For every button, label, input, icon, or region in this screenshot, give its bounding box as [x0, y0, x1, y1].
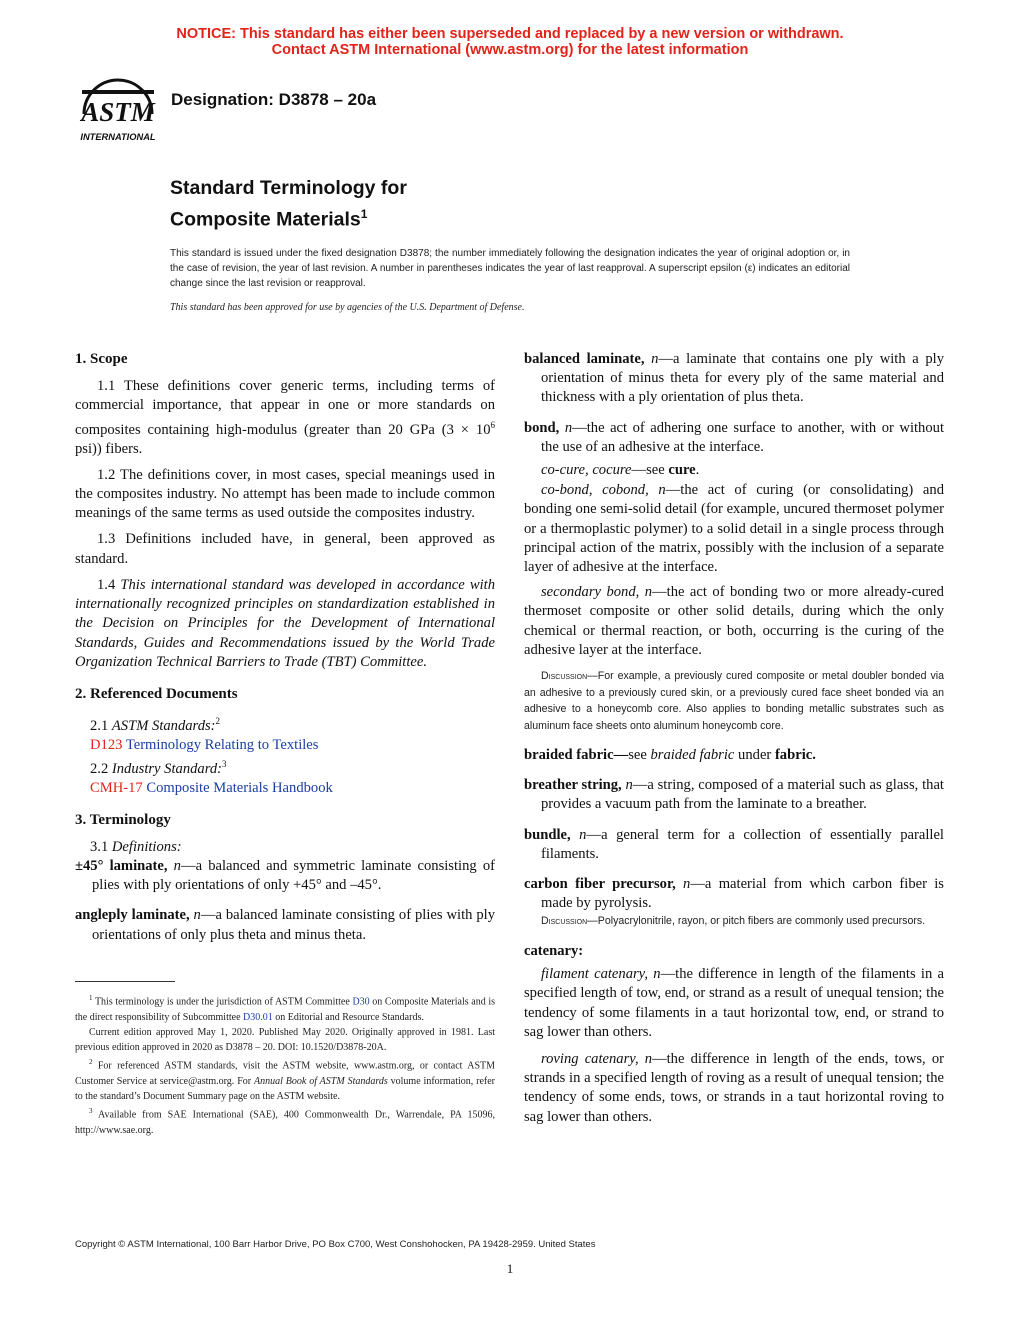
- title-footnote-ref: 1: [360, 207, 368, 221]
- designation: Designation: D3878 – 20a: [171, 90, 377, 109]
- issued-note: This standard is issued under the fixed designation D3878; the number immediately following the designation indicates the year of original adoption or, in the case of revision, the year of last revision. A number in parentheses indicates the year of last reapproval. A superscript epsilon (ε) indicates an editorial change since the last revision or reapproval.: [170, 248, 850, 289]
- term-co-cure: co-cure, cocure—see cure.: [541, 462, 700, 479]
- withdrawal-notice: [0, 27, 1020, 58]
- section-terminology-heading: 3. Terminology: [75, 811, 171, 828]
- term-carbon-fiber-precursor: carbon fiber precursor, n—a material from which carbon fiber is made by pyrolysis.: [524, 876, 944, 912]
- title-line-1: Standard Terminology for: [170, 177, 407, 199]
- notice-line-2: Contact ASTM International (www.astm.org) for the latest information: [271, 41, 749, 58]
- title-line-2: Composite Materials$^1$: [170, 207, 368, 231]
- scope-1-4: 1.4 This international standard was developed in accordance with internationally recognized principles on standardization established in the Decision on Principles for the Development of International Standards, Guides and Recommendations issued by the World Trade Organization Technical Barriers to Trade (TBT) Committee.: [75, 576, 496, 670]
- term-breather-string: breather string, n—a string, composed of a material such as glass, that provides a vacuum path from the laminate to a breather.: [524, 777, 944, 813]
- logo-subtext: INTERNATIONAL: [80, 132, 156, 142]
- refdocs-2-1: 2.1 ASTM Standards:$^2$: [90, 716, 221, 734]
- astm-logo: [74, 74, 162, 144]
- ref-link-cmh17[interactable]: CMH-17 Composite Materials Handbook: [90, 780, 333, 797]
- term-balanced-laminate: balanced laminate, n—a laminate that contains one ply with a ply orientation of minus theta for every ply of the same material and thickness with a ply orientation of plus theta.: [524, 351, 945, 406]
- footnote-2: $^2$ For referenced ASTM standards, visit the ASTM website, www.astm.org, or contact ASTM Customer Service at service@astm.org. For Annual Book of ASTM Standards volume information, refer to the standard’s Document Summary page on the ASTM website.: [75, 1058, 495, 1102]
- discussion-secondary-bond: Discussion—For example, a previously cured composite or metal doubler bonded via an adhesive to a previously cured skin, or a previously cured face sheet bonded via an adhesive to a honeycomb core. Also applies to bonding metallic substrates such as aluminum face sheets onto aluminum honeycomb core.: [524, 670, 944, 732]
- page-number: 1: [506, 1261, 514, 1276]
- term-45-laminate: ±45° laminate, n—a balanced and symmetric laminate consisting of plies with ply orientations of only +45° and –45°.: [75, 858, 495, 894]
- copyright-line: Copyright © ASTM International, 100 Barr Harbor Drive, PO Box C700, West Conshohocken, PA 19428-2959. United States: [75, 1239, 596, 1250]
- notice-line-1: NOTICE: This standard has either been superseded and replaced by a new version or withdrawn.: [176, 26, 844, 42]
- right-column: [524, 350, 944, 1133]
- terminology-3-1: 3.1 Definitions:: [90, 838, 182, 855]
- term-bond: bond, n—the act of adhering one surface to another, with or without the use of an adhesive at the interface.: [524, 419, 945, 455]
- term-co-bond: co-bond, cobond, n—the act of curing (or consolidating) and bonding one semi-solid detail (for example, uncured thermoset polymer or a thermoplastic polymer) to a solid detail in a single process through principal action of the matrix, possibly with the inclusion of a separate layer of adhesive at the interface.: [524, 482, 944, 576]
- ref-link-d123[interactable]: D123 Terminology Relating to Textiles: [90, 737, 319, 754]
- scope-1-1: 1.1 These definitions cover generic terms, including terms of commercial importance, that appear in one or more standards on composites containing high-modulus (greater than 20 GPa ($3 \times 10^6$ psi)) fibers.: [75, 378, 495, 457]
- discussion-carbon-fiber-precursor: Discussion—Polyacrylonitrile, rayon, or pitch fibers are commonly used precursors.: [541, 915, 926, 928]
- scope-1-2: 1.2 The definitions cover, in most cases, special meanings used in the composites industry. No attempt has been made to include common meanings of the same terms as used outside the composites industry.: [75, 466, 495, 522]
- left-column: [75, 350, 495, 956]
- section-refdocs-heading: 2. Referenced Documents: [75, 685, 238, 702]
- scope-1-3: 1.3 Definitions included have, in general, been approved as standard.: [75, 531, 495, 567]
- term-catenary: catenary:: [524, 942, 584, 959]
- term-bundle: bundle, n—a general term for a collection of essentially parallel filaments.: [524, 826, 944, 862]
- logo-text: ASTM: [81, 97, 155, 127]
- document-title: [170, 175, 407, 233]
- subcommittee-link-d30-01[interactable]: D30.01: [243, 1011, 273, 1023]
- footnote-1: $^1$ This terminology is under the jurisdiction of ASTM Committee D30 on Composite Materials and is the direct responsibility of Subcommittee D30.01 on Editorial and Resource Standards.: [75, 994, 495, 1023]
- term-braided-fabric: braided fabric—see braided fabric under fabric.: [524, 747, 816, 764]
- footnote-3: $^3$ Available from SAE International (SAE), 400 Commonwealth Dr., Warrendale, PA 15096, http://www.sae.org.: [75, 1107, 495, 1136]
- footnote-edition: Current edition approved May 1, 2020. Published May 2020. Originally approved in 1981. Last previous edition approved in 2020 as D3878 – 20. DOI: 10.1520/D3878-20A.: [75, 1026, 495, 1053]
- term-secondary-bond: secondary bond, n—the act of bonding two or more already-cured thermoset composite or other solid details, during which the only chemical or thermal reaction, or both, occurring is the curing of the adhesive layer at the interface.: [524, 584, 944, 658]
- term-roving-catenary: roving catenary, n—the difference in length of the ends, tows, or strands in a specified length of roving as a result of unequal tension; the tendency of some ends, tows, or strands in a taut horizontal roving to sag lower than others.: [524, 1050, 944, 1125]
- term-angleply-laminate: angleply laminate, n—a balanced laminate consisting of plies with ply orientations of only plus theta and minus theta.: [75, 907, 495, 943]
- dod-approval-note: This standard has been approved for use by agencies of the U.S. Department of Defense.: [170, 302, 525, 313]
- footnotes: [75, 991, 495, 1138]
- term-filament-catenary: filament catenary, n—the difference in length of the filaments in a specified length of tow, end, or strand as a result of unequal tension; the tendency of some filaments in a taut horizontal tow, end, or strand to sag lower than others.: [524, 966, 944, 1040]
- section-scope-heading: 1. Scope: [75, 351, 128, 367]
- footnote-divider: [75, 981, 175, 982]
- refdocs-2-2: 2.2 Industry Standard:$^3$: [90, 759, 227, 778]
- committee-link-d30[interactable]: D30: [352, 996, 370, 1008]
